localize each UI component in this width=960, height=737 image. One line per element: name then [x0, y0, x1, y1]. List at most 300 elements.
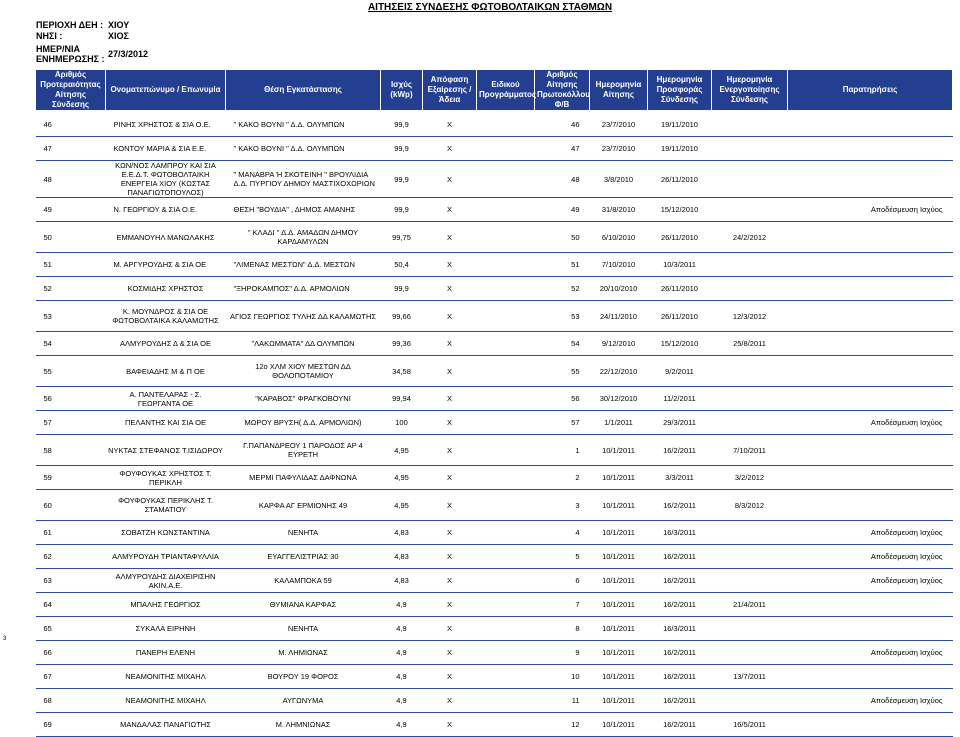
row-application-date-cell: 10/1/2011 — [590, 713, 648, 737]
row-protocol-cell: 50 — [535, 222, 590, 253]
table-row — [36, 411, 953, 435]
row-site-cell: ΝΕΝΗΤΑ — [226, 521, 381, 545]
row-special-program-cell — [477, 253, 535, 277]
island-label: ΝΗΣΙ : — [36, 31, 63, 41]
region-value: ΧΙΟΥ — [108, 20, 130, 30]
row-number-cell: 59 — [36, 466, 106, 490]
row-number-cell: 54 — [36, 332, 106, 356]
row-application-date-cell: 22/12/2010 — [590, 356, 648, 387]
row-notes-cell — [788, 356, 953, 387]
row-application-date-cell: 7/10/2010 — [590, 253, 648, 277]
row-exemption-cell: Χ — [423, 332, 477, 356]
row-activation-date-cell: 25/8/2011 — [712, 332, 788, 356]
row-name-cell: ΚΟΝΤΟΥ ΜΑΡΙΑ & ΣΙΑ Ε.Ε. — [106, 137, 226, 161]
col-application-date: Ημερομηνία Αίτησης — [590, 70, 648, 111]
row-activation-date-cell — [712, 198, 788, 222]
row-notes-cell: Αποδέσμευση Ισχύος — [788, 689, 953, 713]
row-site-cell: ΝΕΝΗΤΑ — [226, 617, 381, 641]
table-row — [36, 466, 953, 490]
row-application-date-cell: 10/1/2011 — [590, 593, 648, 617]
row-site-cell: Γ.ΠΑΠΑΝΔΡΕΟΥ 1 ΠΑΡΟΔΟΣ ΑΡ 4 ΕΥΡΕΤΗ — [226, 435, 381, 466]
row-protocol-cell: 49 — [535, 198, 590, 222]
row-activation-date-cell — [712, 387, 788, 411]
row-name-cell: ΠΕΛΑΝΤΗΣ ΚΑΙ ΣΙΑ ΟΕ — [106, 411, 226, 435]
row-notes-cell — [788, 490, 953, 521]
row-special-program-cell — [477, 689, 535, 713]
row-activation-date-cell — [712, 545, 788, 569]
row-power-cell: 4,95 — [381, 435, 423, 466]
row-power-cell: 100 — [381, 411, 423, 435]
row-application-date-cell: 10/1/2011 — [590, 490, 648, 521]
row-activation-date-cell — [712, 521, 788, 545]
page-title: ΑΙΤΗΣΕΙΣ ΣΥΝΔΕΣΗΣ ΦΩΤΟΒΟΛΤΑΙΚΩΝ ΣΤΑΘΜΩΝ — [367, 2, 613, 13]
table-row — [36, 521, 953, 545]
row-exemption-cell: Χ — [423, 277, 477, 301]
col-protocol-number: Αριθμός Αίτησης Πρωτοκόλλου Φ/Β — [535, 70, 590, 111]
table-row — [36, 277, 953, 301]
row-application-date-cell: 10/1/2011 — [590, 545, 648, 569]
row-activation-date-cell: 3/2/2012 — [712, 466, 788, 490]
row-exemption-cell: Χ — [423, 490, 477, 521]
row-site-cell: " ΜΑΝΑΒΡΑ Ή ΣΚΟΤΕΙΝΗ " ΒΡΟΥΛΙΔΙΑ Δ.Δ. ΠΥΡΓΙΟΥ ΔΗΜΟΥ ΜΑΣΤΙΧΟΧΩΡΙΩΝ — [226, 161, 381, 198]
row-number-cell: 67 — [36, 665, 106, 689]
row-special-program-cell — [477, 222, 535, 253]
row-offer-date-cell: 16/3/2011 — [648, 617, 712, 641]
row-special-program-cell — [477, 332, 535, 356]
region-label: ΠΕΡΙΟΧΗ ΔΕΗ : — [36, 20, 104, 30]
row-name-cell: ΚΟΣΜΙΔΗΣ ΧΡΗΣΤΟΣ — [106, 277, 226, 301]
table-row — [36, 137, 953, 161]
region-line — [36, 20, 129, 30]
row-offer-date-cell: 29/3/2011 — [648, 411, 712, 435]
row-offer-date-cell: 9/2/2011 — [648, 356, 712, 387]
row-exemption-cell: Χ — [423, 713, 477, 737]
row-notes-cell — [788, 665, 953, 689]
table-row — [36, 301, 953, 332]
row-protocol-cell: 53 — [535, 301, 590, 332]
row-power-cell: 99,9 — [381, 161, 423, 198]
row-offer-date-cell: 16/2/2011 — [648, 545, 712, 569]
row-application-date-cell: 3/8/2010 — [590, 161, 648, 198]
row-special-program-cell — [477, 569, 535, 593]
row-notes-cell — [788, 466, 953, 490]
row-special-program-cell — [477, 713, 535, 737]
row-notes-cell — [788, 713, 953, 737]
date-label-line-1 — [36, 44, 108, 54]
row-power-cell: 99,75 — [381, 222, 423, 253]
row-application-date-cell: 6/10/2010 — [590, 222, 648, 253]
row-offer-date-cell: 16/2/2011 — [648, 689, 712, 713]
row-application-date-cell: 23/7/2010 — [590, 113, 648, 137]
row-offer-date-cell: 16/2/2011 — [648, 713, 712, 737]
table-row — [36, 689, 953, 713]
row-exemption-cell: Χ — [423, 521, 477, 545]
row-protocol-cell: 51 — [535, 253, 590, 277]
col-offer-date: Ημερομηνία Προσφοράς Σύνδεσης — [648, 70, 712, 111]
row-exemption-cell: Χ — [423, 387, 477, 411]
row-power-cell: 34,58 — [381, 356, 423, 387]
row-number-cell: 53 — [36, 301, 106, 332]
row-protocol-cell: 12 — [535, 713, 590, 737]
row-activation-date-cell — [712, 641, 788, 665]
row-exemption-cell: Χ — [423, 253, 477, 277]
row-special-program-cell — [477, 490, 535, 521]
table-row — [36, 161, 953, 198]
row-number-cell: 49 — [36, 198, 106, 222]
row-offer-date-cell: 19/11/2010 — [648, 113, 712, 137]
col-activation-date: Ημερομηνία Ενεργοποίησης Σύνδεσης — [712, 70, 788, 111]
row-application-date-cell: 10/1/2011 — [590, 466, 648, 490]
row-notes-cell: Αποδέσμευση Ισχύος — [788, 198, 953, 222]
row-name-cell: ΑΛΜΥΡΟΥΔΗΣ ΔΙΑΧΕΙΡΙΣΗΝ ΑΚΙΝ.Α.Ε. — [106, 569, 226, 593]
col-priority-number: Αριθμός Προτεραιότητας Αίτησης Σύνδεσης — [36, 70, 106, 111]
row-offer-date-cell: 3/3/2011 — [648, 466, 712, 490]
row-activation-date-cell — [712, 137, 788, 161]
row-number-cell: 52 — [36, 277, 106, 301]
row-site-cell: ΜΕΡΜΙ ΠΑΦΥΛΙΔΑΣ ΔΑΦΝΩΝΑ — [226, 466, 381, 490]
row-number-cell: 64 — [36, 593, 106, 617]
row-protocol-cell: 4 — [535, 521, 590, 545]
row-application-date-cell: 9/12/2010 — [590, 332, 648, 356]
row-offer-date-cell: 16/2/2011 — [648, 435, 712, 466]
row-exemption-cell: Χ — [423, 665, 477, 689]
row-site-cell: " ΚΑΚΟ ΒΟΥΝΙ " Δ.Δ. ΟΛΥΜΠΩΝ — [226, 137, 381, 161]
row-name-cell: ΚΩΝ/ΝΟΣ ΛΑΜΠΡΟΥ ΚΑΙ ΣΙΑ Ε.Ε.Δ.Τ. ΦΩΤΟΒΟΛΤΑΙΚΗ ΕΝΕΡΓΕΙΑ ΧΙΟΥ (ΚΩΣΤΑΣ ΠΑΝΑΓΙΩΤΟΠΟΥΛΟΣ) — [106, 161, 226, 198]
row-notes-cell — [788, 277, 953, 301]
table-row — [36, 253, 953, 277]
row-application-date-cell: 24/11/2010 — [590, 301, 648, 332]
row-name-cell: ΜΠΑΛΗΣ ΓΕΩΡΓΙΟΣ — [106, 593, 226, 617]
row-offer-date-cell: 26/11/2010 — [648, 161, 712, 198]
table-row — [36, 387, 953, 411]
row-notes-cell: Αποδέσμευση Ισχύος — [788, 411, 953, 435]
row-site-cell: Μ. ΛΗΜΙΩΝΑΣ — [226, 641, 381, 665]
row-name-cell: ΡΙΝΗΣ ΧΡΗΣΤΟΣ & ΣΙΑ Ο.Ε. — [106, 113, 226, 137]
row-power-cell: 99,9 — [381, 277, 423, 301]
row-notes-cell — [788, 113, 953, 137]
row-special-program-cell — [477, 411, 535, 435]
row-name-cell: Α. ΠΑΝΤΕΛΑΡΑΣ - Σ. ΓΕΩΡΓΑΝΤΑ ΟΕ — [106, 387, 226, 411]
row-offer-date-cell: 16/2/2011 — [648, 665, 712, 689]
row-notes-cell — [788, 253, 953, 277]
row-power-cell: 4,83 — [381, 521, 423, 545]
row-activation-date-cell: 12/3/2012 — [712, 301, 788, 332]
table-header-row — [36, 70, 953, 111]
table-row — [36, 490, 953, 521]
row-special-program-cell — [477, 161, 535, 198]
row-offer-date-cell: 26/11/2010 — [648, 277, 712, 301]
row-activation-date-cell — [712, 277, 788, 301]
row-name-cell: ΝΥΚΤΑΣ ΣΤΕΦΑΝΟΣ Τ.ΙΣΙΔΩΡΟΥ — [106, 435, 226, 466]
row-name-cell: ΝΕΑΜΟΝΙΤΗΣ ΜΙΧΑΗΛ — [106, 665, 226, 689]
row-number-cell: 51 — [36, 253, 106, 277]
row-offer-date-cell: 16/2/2011 — [648, 593, 712, 617]
row-name-cell: ΑΛΜΥΡΟΥΔΗ ΤΡΙΑΝΤΑΦΥΛΛΙΑ — [106, 545, 226, 569]
table-row — [36, 641, 953, 665]
row-special-program-cell — [477, 641, 535, 665]
row-protocol-cell: 1 — [535, 435, 590, 466]
row-notes-cell — [788, 222, 953, 253]
row-activation-date-cell — [712, 689, 788, 713]
row-site-cell: ΜΩΡΟΥ ΒΡΥΣΗ( Δ.Δ. ΑΡΜΟΛΙΩΝ) — [226, 411, 381, 435]
row-application-date-cell: 10/1/2011 — [590, 569, 648, 593]
row-protocol-cell: 9 — [535, 641, 590, 665]
row-offer-date-cell: 26/11/2010 — [648, 301, 712, 332]
row-special-program-cell — [477, 113, 535, 137]
row-notes-cell — [788, 387, 953, 411]
table-row — [36, 222, 953, 253]
row-number-cell: 69 — [36, 713, 106, 737]
row-notes-cell: Αποδέσμευση Ισχύος — [788, 641, 953, 665]
row-special-program-cell — [477, 435, 535, 466]
row-number-cell: 46 — [36, 113, 106, 137]
col-power: Ισχύς (kWp) — [381, 70, 423, 111]
row-site-cell: ΘΥΜΙΑΝΑ ΚΑΡΦΑΣ — [226, 593, 381, 617]
row-number-cell: 63 — [36, 569, 106, 593]
row-protocol-cell: 54 — [535, 332, 590, 356]
row-special-program-cell — [477, 665, 535, 689]
row-name-cell: Κ. ΜΟΥΝΔΡΟΣ & ΣΙΑ ΟΕ ΦΩΤΟΒΟΛΤΑΙΚΑ ΚΑΛΑΜΩΤΗΣ — [106, 301, 226, 332]
row-number-cell: 47 — [36, 137, 106, 161]
row-activation-date-cell: 16/5/2011 — [712, 713, 788, 737]
row-activation-date-cell — [712, 617, 788, 641]
row-activation-date-cell — [712, 356, 788, 387]
row-exemption-cell: Χ — [423, 137, 477, 161]
row-power-cell: 4,95 — [381, 466, 423, 490]
row-site-cell: "ΛΙΜΕΝΑΣ ΜΕΣΤΩΝ" Δ.Δ. ΜΕΣΤΩΝ — [226, 253, 381, 277]
row-power-cell: 4,83 — [381, 569, 423, 593]
update-date-value: 27/3/2012 — [108, 49, 149, 59]
row-application-date-cell: 10/1/2011 — [590, 641, 648, 665]
row-special-program-cell — [477, 521, 535, 545]
row-protocol-cell: 52 — [535, 277, 590, 301]
row-special-program-cell — [477, 356, 535, 387]
row-exemption-cell: Χ — [423, 301, 477, 332]
row-exemption-cell: Χ — [423, 593, 477, 617]
table-body — [36, 113, 953, 737]
row-power-cell: 4,9 — [381, 713, 423, 737]
row-exemption-cell: Χ — [423, 545, 477, 569]
row-activation-date-cell: 7/10/2011 — [712, 435, 788, 466]
row-notes-cell — [788, 161, 953, 198]
table-row — [36, 356, 953, 387]
row-site-cell: " ΚΑΚΟ ΒΟΥΝΙ " Δ.Δ. ΟΛΥΜΠΩΝ — [226, 113, 381, 137]
row-number-cell: 68 — [36, 689, 106, 713]
row-application-date-cell: 10/1/2011 — [590, 665, 648, 689]
table-row — [36, 545, 953, 569]
row-site-cell: Μ. ΛΗΜΝΙΩΝΑΣ — [226, 713, 381, 737]
row-number-cell: 65 — [36, 617, 106, 641]
row-site-cell: "ΚΑΡΑΒΟΣ" ΦΡΑΓΚΟΒΟΥΝΙ — [226, 387, 381, 411]
row-application-date-cell: 10/1/2011 — [590, 521, 648, 545]
row-offer-date-cell: 19/11/2010 — [648, 137, 712, 161]
row-number-cell: 58 — [36, 435, 106, 466]
row-power-cell: 99,36 — [381, 332, 423, 356]
row-activation-date-cell: 8/3/2012 — [712, 490, 788, 521]
row-exemption-cell: Χ — [423, 411, 477, 435]
row-activation-date-cell — [712, 411, 788, 435]
col-installation-site: Θέση Εγκατάστασης — [226, 70, 381, 111]
applications-table — [35, 69, 953, 737]
row-site-cell: 12ο ΧΛΜ ΧΙΟΥ ΜΕΣΤΩΝ ΔΔ ΘΟΛΟΠΟΤΑΜΙΟΥ — [226, 356, 381, 387]
row-notes-cell — [788, 301, 953, 332]
row-number-cell: 66 — [36, 641, 106, 665]
row-exemption-cell: Χ — [423, 356, 477, 387]
row-site-cell: ΚΑΛΑΜΠΟΚΑ 59 — [226, 569, 381, 593]
row-site-cell: ΑΓΙΟΣ ΓΕΩΡΓΙΟΣ ΤΥΛΗΣ ΔΔ ΚΑΛΑΜΩΤΗΣ — [226, 301, 381, 332]
row-special-program-cell — [477, 277, 535, 301]
row-offer-date-cell: 15/12/2010 — [648, 332, 712, 356]
row-power-cell: 99,66 — [381, 301, 423, 332]
row-activation-date-cell: 24/2/2012 — [712, 222, 788, 253]
row-activation-date-cell — [712, 113, 788, 137]
row-protocol-cell: 57 — [535, 411, 590, 435]
row-exemption-cell: Χ — [423, 689, 477, 713]
row-number-cell: 50 — [36, 222, 106, 253]
row-name-cell: ΑΛΜΥΡΟΥΔΗΣ Δ & ΣΙΑ ΟΕ — [106, 332, 226, 356]
row-protocol-cell: 10 — [535, 665, 590, 689]
row-application-date-cell: 10/1/2011 — [590, 435, 648, 466]
row-special-program-cell — [477, 545, 535, 569]
row-exemption-cell: Χ — [423, 641, 477, 665]
row-exemption-cell: Χ — [423, 222, 477, 253]
row-special-program-cell — [477, 466, 535, 490]
row-power-cell: 4,83 — [381, 545, 423, 569]
row-application-date-cell: 1/1/2011 — [590, 411, 648, 435]
row-power-cell: 4,9 — [381, 593, 423, 617]
row-power-cell: 99,9 — [381, 198, 423, 222]
row-notes-cell — [788, 593, 953, 617]
row-site-cell: ΒΟΥΡΟΥ 19 ΦΟΡΟΣ — [226, 665, 381, 689]
row-number-cell: 56 — [36, 387, 106, 411]
row-notes-cell: Αποδέσμευση Ισχύος — [788, 521, 953, 545]
row-power-cell: 99,94 — [381, 387, 423, 411]
row-offer-date-cell: 26/11/2010 — [648, 222, 712, 253]
page-number: 3 — [3, 636, 7, 642]
row-power-cell: 4,9 — [381, 641, 423, 665]
row-activation-date-cell — [712, 161, 788, 198]
row-name-cell: Μ. ΑΡΓΥΡΟΥΔΗΣ & ΣΙΑ ΟΕ — [106, 253, 226, 277]
row-exemption-cell: Χ — [423, 198, 477, 222]
row-activation-date-cell: 13/7/2011 — [712, 665, 788, 689]
row-application-date-cell: 23/7/2010 — [590, 137, 648, 161]
row-exemption-cell: Χ — [423, 435, 477, 466]
island-value: ΧΙΟΣ — [108, 31, 129, 41]
update-date-label-2: ΕΝΗΜΕΡΩΣΗΣ : — [36, 54, 105, 64]
row-notes-cell: Αποδέσμευση Ισχύος — [788, 569, 953, 593]
row-special-program-cell — [477, 387, 535, 411]
row-protocol-cell: 2 — [535, 466, 590, 490]
table-row — [36, 332, 953, 356]
row-notes-cell — [788, 617, 953, 641]
row-name-cell: Ν. ΓΕΩΡΓΙΟΥ & ΣΙΑ Ο.Ε. — [106, 198, 226, 222]
row-protocol-cell: 3 — [535, 490, 590, 521]
row-name-cell: ΦΟΥΦΟΥΚΑΣ ΧΡΗΣΤΟΣ Τ. ΠΕΡΙΚΛΗ — [106, 466, 226, 490]
table-row — [36, 593, 953, 617]
row-exemption-cell: Χ — [423, 466, 477, 490]
row-power-cell: 99,9 — [381, 137, 423, 161]
row-protocol-cell: 8 — [535, 617, 590, 641]
row-protocol-cell: 5 — [535, 545, 590, 569]
row-site-cell: ΑΥΓΩΝΥΜΑ — [226, 689, 381, 713]
row-application-date-cell: 10/1/2011 — [590, 689, 648, 713]
row-site-cell: ΚΑΡΦΑ ΑΓ ΕΡΜΙΟΝΗΣ 49 — [226, 490, 381, 521]
row-special-program-cell — [477, 593, 535, 617]
row-offer-date-cell: 11/2/2011 — [648, 387, 712, 411]
row-protocol-cell: 6 — [535, 569, 590, 593]
row-name-cell: ΜΑΝΔΑΛΑΣ ΠΑΝΑΓΙΩΤΗΣ — [106, 713, 226, 737]
table-row — [36, 435, 953, 466]
update-date-label-1: ΗΜΕΡ/ΝΙΑ — [36, 44, 81, 54]
row-offer-date-cell: 15/12/2010 — [648, 198, 712, 222]
row-exemption-cell: Χ — [423, 617, 477, 641]
row-notes-cell — [788, 137, 953, 161]
row-activation-date-cell — [712, 569, 788, 593]
row-application-date-cell: 10/1/2011 — [590, 617, 648, 641]
row-site-cell: "ΛΑΚΩΜΜΑΤΑ" ΔΔ ΟΛΥΜΠΩΝ — [226, 332, 381, 356]
row-offer-date-cell: 16/3/2011 — [648, 521, 712, 545]
row-protocol-cell: 46 — [535, 113, 590, 137]
table-row — [36, 198, 953, 222]
row-protocol-cell: 11 — [535, 689, 590, 713]
row-notes-cell: Αποδέσμευση Ισχύος — [788, 545, 953, 569]
col-notes: Παρατηρήσεις — [788, 70, 953, 111]
row-protocol-cell: 7 — [535, 593, 590, 617]
row-power-cell: 4,95 — [381, 490, 423, 521]
row-exemption-cell: Χ — [423, 569, 477, 593]
table-row — [36, 713, 953, 737]
row-name-cell: ΣΥΚΑΛΑ ΕΙΡΗΝΗ — [106, 617, 226, 641]
row-exemption-cell: Χ — [423, 113, 477, 137]
row-offer-date-cell: 16/2/2011 — [648, 641, 712, 665]
table-row — [36, 665, 953, 689]
row-protocol-cell: 47 — [535, 137, 590, 161]
col-exemption-decision: Απόφαση Εξαίρεσης / Άδεια — [423, 70, 477, 111]
row-application-date-cell: 30/12/2010 — [590, 387, 648, 411]
row-name-cell: ΣΟΒΑΤΖΗ ΚΩΝΣΤΑΝΤΙΝΑ — [106, 521, 226, 545]
row-site-cell: "ΞΗΡΟΚΑΜΠΟΣ" Δ.Δ. ΑΡΜΟΛΙΩΝ — [226, 277, 381, 301]
row-special-program-cell — [477, 137, 535, 161]
row-notes-cell — [788, 435, 953, 466]
row-offer-date-cell: 10/3/2011 — [648, 253, 712, 277]
col-special-program: Ειδικού Προγράμματος — [477, 70, 535, 111]
row-number-cell: 60 — [36, 490, 106, 521]
table-row — [36, 617, 953, 641]
island-line — [36, 31, 129, 41]
row-site-cell: ΕΥΑΓΓΕΛΙΣΤΡΙΑΣ 30 — [226, 545, 381, 569]
row-application-date-cell: 20/10/2010 — [590, 277, 648, 301]
row-name-cell: ΠΑΝΕΡΗ ΕΛΕΝΗ — [106, 641, 226, 665]
row-number-cell: 61 — [36, 521, 106, 545]
date-label-line-2 — [36, 54, 108, 64]
row-power-cell: 4,9 — [381, 689, 423, 713]
row-special-program-cell — [477, 198, 535, 222]
row-activation-date-cell — [712, 253, 788, 277]
row-exemption-cell: Χ — [423, 161, 477, 198]
row-protocol-cell: 56 — [535, 387, 590, 411]
row-site-cell: " ΚΛΑΔΙ " Δ.Δ. ΑΜΑΔΩΝ ΔΗΜΟΥ ΚΑΡΔΑΜΥΛΩΝ — [226, 222, 381, 253]
row-power-cell: 99,9 — [381, 113, 423, 137]
row-name-cell: ΕΜΜΑΝΟΥΗΛ ΜΑΝΩΛΑΚΗΣ — [106, 222, 226, 253]
row-activation-date-cell: 21/4/2011 — [712, 593, 788, 617]
row-protocol-cell: 48 — [535, 161, 590, 198]
row-power-cell: 4,9 — [381, 617, 423, 641]
row-site-cell: ΘΕΣΗ "ΒΟΥΔΙΑ" , ΔΗΜΟΣ ΑΜΑΝΗΣ — [226, 198, 381, 222]
row-application-date-cell: 31/8/2010 — [590, 198, 648, 222]
row-number-cell: 62 — [36, 545, 106, 569]
row-number-cell: 55 — [36, 356, 106, 387]
table-row — [36, 113, 953, 137]
